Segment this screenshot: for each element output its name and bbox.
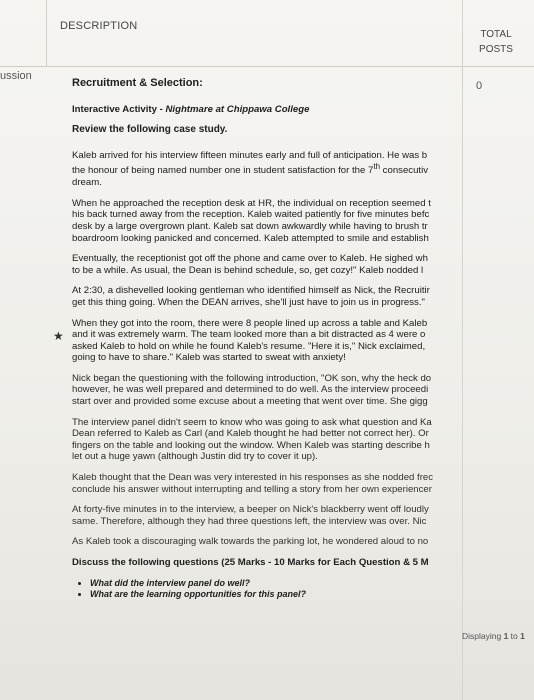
- question-list: [72, 578, 464, 600]
- list-item: • What did the interview panel do well?: [90, 578, 464, 589]
- paragraph-6: Nick began the questioning with the following introduction, "OK son, why the heck do however, he was well prepared and determined to do well. As the interview proceedi start over and provided some excuse about a meeting that went over time. She gigg: [72, 372, 432, 408]
- section-title: Recruitment & Selection:: [72, 78, 203, 89]
- paragraph-2: When he approached the reception desk at HR, the individual on reception seemed t his back turned away from the reception. Kaleb waited patiently for five minutes befc desk by a large overgrown plant. Kaleb sat down awkwardly while having to brush tr boardroom looking panicked and concerned. Kaleb attempted to smile and establish: [72, 197, 431, 244]
- description-column-header: DESCRIPTION: [60, 20, 138, 32]
- paragraph-8: Kaleb thought that the Dean was very interested in his responses as she nodded frec conclude his answer without interrupting and telling a story from her own experiencer: [72, 472, 434, 495]
- total-posts-column-header: [472, 27, 520, 57]
- discussion-description: [72, 78, 464, 600]
- activity-title: Interactive Activity - Nightmare at Chippawa College: [72, 103, 310, 115]
- paragraph-7: The interview panel didn't seem to know who was going to ask what question and Ka Dean referred to Kaleb as Carl (and Kaleb thought he had better not correct her). Or fingers on the table and looking out the window. When Kaleb was starting describe h let out a huge yawn (although Justin did try to cover it up).: [72, 416, 432, 463]
- total-posts-count: 0: [476, 80, 483, 92]
- paragraph-9: At forty-five minutes in to the interview, a beeper on Nick's blackberry went off loudly same. Therefore, although they had three questions left, the interview was over. Nic: [72, 504, 429, 527]
- paragraph-3: Eventually, the receptionist got off the phone and came over to Kaleb. He sighed wh to be a while. As usual, the Dean is behind schedule, so, get cozy!" Kaleb nodded l: [72, 253, 428, 276]
- paragraph-4: At 2:30, a dishevelled looking gentleman who identified himself as Nick, the Recruitir get this thing going. When the DEAN arrives, she'll just have to join us in progress.": [72, 285, 430, 308]
- pagination-status: Displaying 1 to 1: [462, 631, 525, 641]
- table-header: [0, 0, 534, 67]
- paragraph-1: Kaleb arrived for his interview fifteen minutes early and full of anticipation. He was b the honour of being named number one in student satisfaction for the 7th consecutiv dream.: [72, 149, 429, 189]
- total-label: TOTAL: [480, 29, 512, 40]
- paragraph-5: When they got into the room, there were 8 people lined up across a table and Kaleb and it was extremely warm. The team looked more than a bit distracted as 4 were o asked Kaleb to hold on while he found Kaleb's resume. "Here it is," Nick exclaimed, going to have to share." Kaleb was started to sweat with anxiety!: [72, 317, 428, 364]
- discussion-label-truncated: ussion: [0, 70, 32, 82]
- paragraph-10: As Kaleb took a discouraging walk towards the parking lot, he wondered aloud to no: [72, 536, 429, 548]
- list-item: • What are the learning opportunities for this panel?: [90, 589, 464, 600]
- discuss-questions: Discuss the following questions (25 Marks - 10 Marks for Each Question & 5 M: [72, 557, 429, 568]
- divider: [46, 0, 47, 66]
- star-icon: ★: [53, 329, 64, 343]
- instruction: Review the following case study.: [72, 124, 228, 136]
- posts-label: POSTS: [479, 44, 513, 55]
